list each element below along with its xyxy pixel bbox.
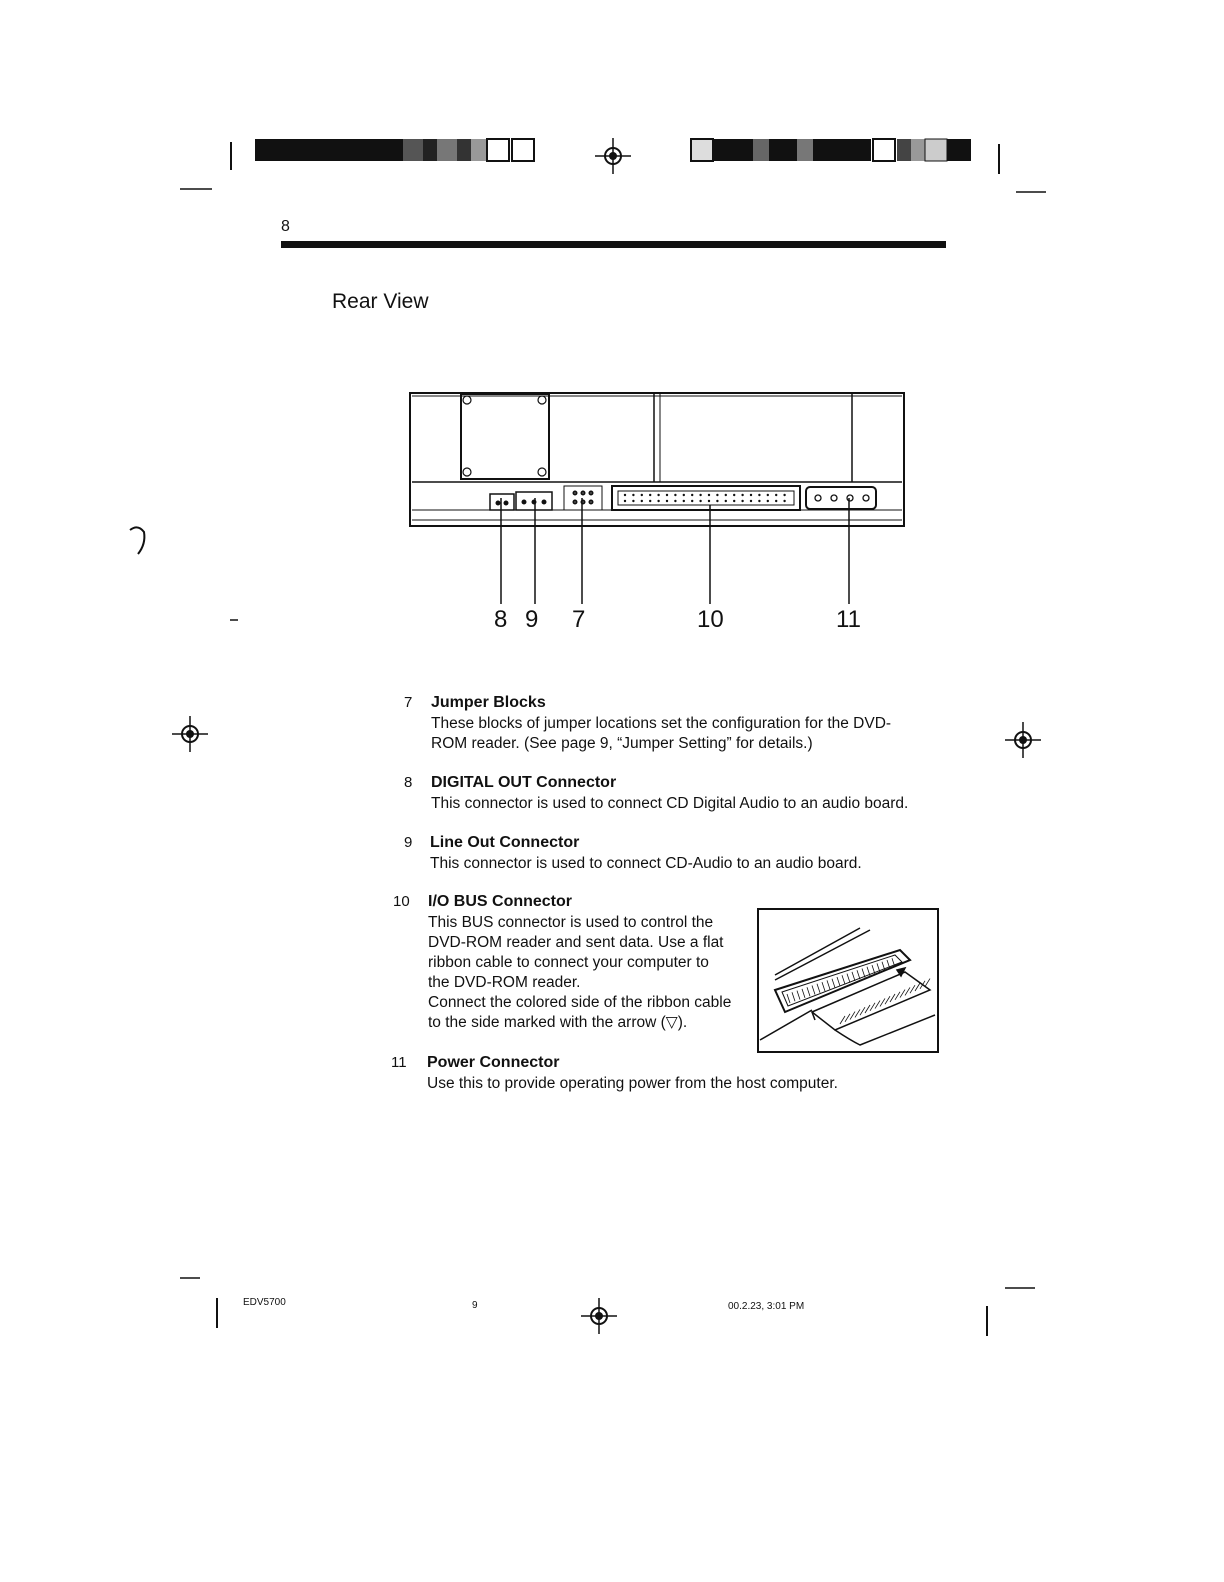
ide-pin [733,500,735,502]
callout-label-8: 8 [494,606,508,633]
registration-mark-bottom [581,1298,617,1334]
item-title-line-out: Line Out Connector [430,834,580,851]
hatch-line [845,1014,850,1022]
footer-page: 9 [472,1300,478,1311]
item-desc-line: Connect the colored side of the ribbon cable [428,994,732,1011]
hatch-line [925,979,930,987]
item-number: 11 [391,1054,407,1071]
hatch-line [885,996,890,1004]
item-desc-line: These blocks of jumper locations set the configuration for the DVD- [431,715,892,732]
ide-pin [758,494,760,496]
ide-pin [767,500,769,502]
hatch-line [802,989,805,998]
hatch-line [832,979,835,988]
ide-pin [674,494,676,496]
callout-label-11: 11 [836,606,861,633]
hatch-line [787,994,790,1003]
color-bar-right [691,139,1046,192]
item-desc-line: the DVD-ROM reader. [428,974,581,991]
hatch-line [895,992,900,1000]
item-desc-line: DVD-ROM reader and sent data. Use a flat [428,934,724,951]
hatch-line [875,1001,880,1009]
section-title: Rear View [332,290,429,313]
hatch-line [920,981,925,989]
item-number: 9 [404,834,413,851]
ribbon-cable-illustration [758,909,938,1052]
ide-pin [674,500,676,502]
hatch-line [890,994,895,1002]
hatch-line [900,990,905,998]
ide-pin [767,494,769,496]
hatch-line [847,974,850,983]
ide-pin [775,494,777,496]
hatch-line [807,987,810,996]
ide-pin [649,500,651,502]
hatch-line [842,975,845,984]
ide-pin [683,494,685,496]
ide-pin [741,494,743,496]
header-rule [281,241,946,248]
ribbon-cable-hatching [787,958,930,1024]
item-desc-line: ROM reader. (See page 9, “Jumper Setting” for details.) [431,735,813,752]
item-desc-line: This connector is used to connect CD Digital Audio to an audio board. [431,795,909,812]
item-number: 8 [404,774,413,791]
registration-mark-left [172,716,208,752]
ide-pin [691,494,693,496]
hatch-line [855,1009,860,1017]
ide-pin [725,494,727,496]
item-number: 10 [393,893,410,910]
item-desc-line: to the side marked with the arrow (▽). [428,1014,688,1031]
ide-pin [741,500,743,502]
item-desc-line: Use this to provide operating power from the host computer. [427,1075,838,1092]
ide-pin [683,500,685,502]
hatch-line [812,986,815,995]
item-title-power-connector: Power Connector [427,1054,560,1071]
hatch-line [860,1007,865,1015]
hatch-line [852,972,855,981]
ide-pin [699,494,701,496]
hatch-line [857,970,860,979]
ide-pin [666,494,668,496]
hatch-line [870,1003,875,1011]
ide-pin [624,494,626,496]
ide-pin [758,500,760,502]
hatch-line [915,983,920,991]
hatch-line [880,998,885,1006]
item-title-digital-out: DIGITAL OUT Connector [431,774,617,791]
ide-pin [750,494,752,496]
ide-pin [641,500,643,502]
item-desc-line: This BUS connector is used to control the [428,914,714,931]
hatch-line [817,984,820,993]
ide-pin [641,494,643,496]
ide-pin [691,500,693,502]
ide-pin [624,500,626,502]
ide-pin [632,500,634,502]
hatch-line [822,982,825,991]
ide-pin [725,500,727,502]
hatch-line [827,980,830,989]
hatch-line [905,987,910,995]
ide-pin [657,494,659,496]
ide-pin [733,494,735,496]
hatch-line [792,992,795,1001]
hatch-line [837,977,840,986]
ide-pin [783,494,785,496]
callout-label-9: 9 [525,606,539,633]
callout-label-7: 7 [572,606,586,633]
registration-mark-top [595,138,631,174]
hatch-line [910,985,915,993]
ide-pin [657,500,659,502]
ide-pin [632,494,634,496]
callout-label-10: 10 [697,606,724,633]
ide-pin [750,500,752,502]
scan-mark [130,527,144,554]
page-number: 8 [281,218,290,235]
ide-pin [716,500,718,502]
item-title-jumper-blocks: Jumper Blocks [431,694,546,711]
ide-pin [699,500,701,502]
ide-pin [775,500,777,502]
ide-pin [783,500,785,502]
ide-pin [649,494,651,496]
item-number: 7 [404,694,413,711]
ide-pin [708,500,710,502]
color-bar-left [180,139,534,189]
hatch-line [862,969,865,978]
item-desc-line: ribbon cable to connect your computer to [428,954,709,971]
item-title-io-bus: I/O BUS Connector [428,893,573,910]
ide-pin [716,494,718,496]
ide-pin [708,494,710,496]
hatch-line [840,1016,845,1024]
ide-connector-pins [624,494,786,502]
hatch-line [865,1005,870,1013]
footer-timestamp: 00.2.23, 3:01 PM [728,1301,805,1312]
registration-mark-right [1005,722,1041,758]
item-desc-line: This connector is used to connect CD-Audio to an audio board. [430,855,862,872]
hatch-line [850,1012,855,1020]
drive-rear-view [410,393,904,604]
hatch-line [797,991,800,1000]
ide-pin [666,500,668,502]
footer-model: EDV5700 [243,1297,286,1308]
